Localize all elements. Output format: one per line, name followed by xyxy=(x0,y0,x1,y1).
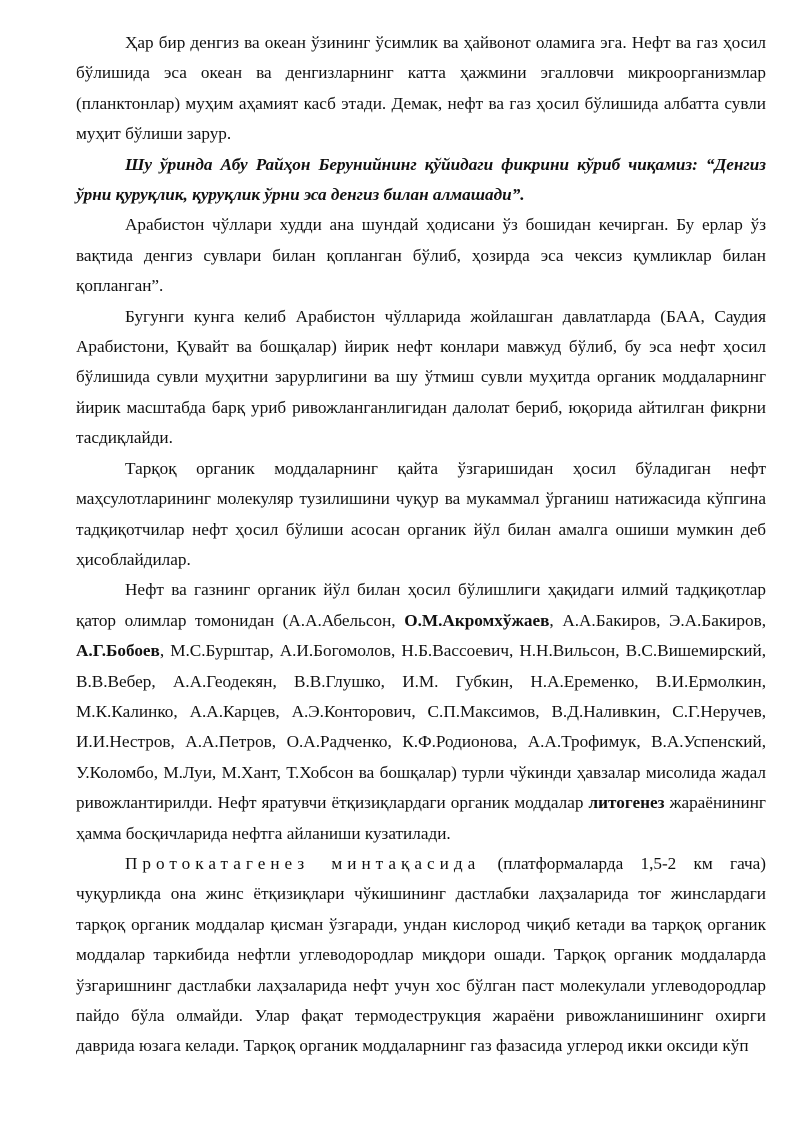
paragraph-protocatagenesis xyxy=(76,849,766,1062)
scientists-rest: , М.С.Бурштар, А.И.Богомолов, Н.Б.Вассоевич, Н.Н.Вильсон, В.С.Вишемирский, В.В.Вебер, А.А.Геодекян, В.В.Глушко, И.М. Губкин, Н.А.Еременко, В.И.Ермолкин, М.К.Калинко, А.А.Карцев, А.Э.Конторович, С.П.Максимов, В.Д.Наливкин, С.Г.Неручев, И.И.Нестров, А.А.Петров, О.А.Радченко, К.Ф.Родионова, А.А.Трофимук, В.А.Успенский, У.Коломбо, М.Луи, М.Хант, Т.Хобсон ва бошқалар) турли чўкинди ҳавзалар мисолида жадал ривожлантирилди. Нефт яратувчи ётқизиқлардаги органик моддалар xyxy=(76,641,766,813)
paragraph-beruni-quote: Шу ўринда Абу Райҳон Берунийнинг қўйидаги фикрини кўриб чиқамиз: “Денгиз ўрни қуруқлик, қуруқлик ўрни эса денгиз билан алмашади”. xyxy=(76,154,766,205)
paragraph-sea-environment: Ҳар бир денгиз ва океан ўзининг ўсимлик ва ҳайвонот оламига эга. Нефт ва газ ҳосил бўлишида эса океан ва денгизларнинг катта ҳажмини эгалловчи микроорганизмлар (планктонлар) муҳим аҳамият касб этади. Демак, нефт ва газ ҳосил бўлишида албатта сувли муҳит бўлиши зарур. xyxy=(76,33,766,144)
paragraph-molecular-structure: Тарқоқ органик моддаларнинг қайта ўзгаришидан ҳосил бўладиган нефт маҳсулотларининг молекуляр тузилишини чуқур ва мукаммал ўрганиш натижасида кўпгина тадқиқотчилар нефт ҳосил бўлиши асосан органик йўл билан амалга ошиши мумкин деб ҳисоблайдилар. xyxy=(76,458,766,569)
paragraph-oil-fields: Бугунги кунга келиб Арабистон чўлларида жойлашган давлатларда (БАА, Саудия Арабистони, Қувайт ва бошқалар) йирик нефт конлари мавжуд бўлиб, бу эса нефт ҳосил бўлишида сувли муҳитни зарурлигини ва шу ўтмиш сувли муҳитда органик моддаларнинг йирик масштабда барқ уриб ривожланганлигидан далолат бериб, юқорида айтилган фикрни тасдиқлайди. xyxy=(76,306,766,448)
paragraph-scientists xyxy=(76,575,766,849)
protocatagenesis-text: (платформаларда 1,5-2 км гача) чуқурликда она жинс ётқизиқлари чўкишининг дастлабки лаҳзаларида тоғ жинслардаги тарқоқ органик моддалар қисман ўзгаради, ундан кислород чиқиб кетади ва тарқоқ органик моддалар таркибида нефтли углеводородлар миқдори ошади. Тарқоқ органик моддаларда ўзгаришнинг дастлабки лаҳзаларида нефт учун хос бўлган паст молекулали углеводородлар пайдо бўла олмайди. Улар фақат термодеструкция жараёни ривожланишининг охирги даврида юзага келади. Тарқоқ органик моддаларнинг газ фазасида углерод икки оксиди кўп xyxy=(76,853,766,1056)
scientists-middle: , А.А.Бакиров, Э.А.Бакиров, xyxy=(549,610,766,630)
paragraph-arabian-deserts: Арабистон чўллари худди ана шундай ҳодисани ўз бошидан кечирган. Бу ерлар ўз вақтида денгиз сувлари билан қопланган бўлиб, ҳозирда эса чексиз қумликлар билан қопланган”. xyxy=(76,215,766,296)
spaced-term-protocatagenesis-zone: Протокатагенез минтақасида xyxy=(125,853,481,873)
scientists-intro: Нефт ва газнинг органик йўл билан ҳосил бўлишлиги ҳақидаги илмий тадқиқотлар қатор олимлар томонидан (А.А.Абельсон, xyxy=(76,580,766,630)
bold-term-lithogenesis: литогенез xyxy=(588,793,665,813)
scientists-tail: жараёнининг ҳамма босқичларида нефтга айланиши кузатилади. xyxy=(76,793,766,843)
bold-name-boboev: А.Г.Бобоев xyxy=(76,641,160,661)
bold-name-akromkhujaev: О.М.Акромхўжаев xyxy=(404,610,550,630)
